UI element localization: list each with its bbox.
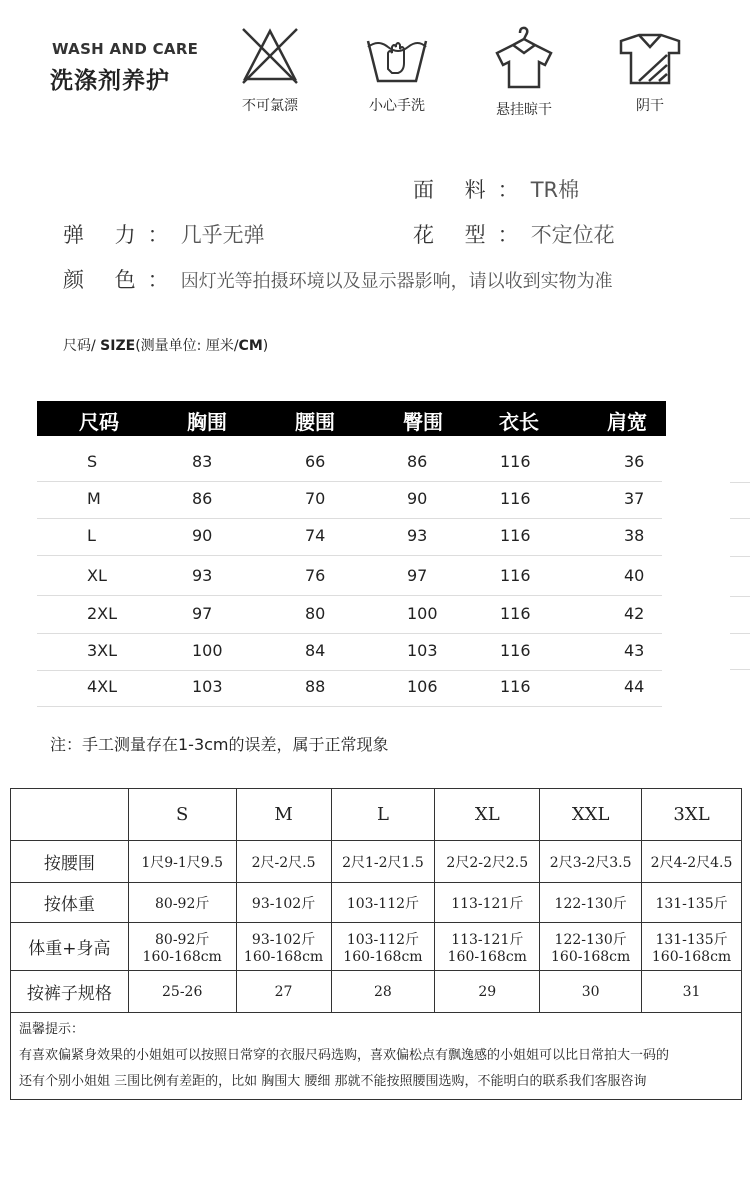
cell: 103 (407, 641, 438, 660)
cell: 80-92斤 (128, 883, 236, 923)
cell: 66 (305, 452, 326, 471)
cell (435, 923, 540, 971)
care-hand-wash (342, 25, 452, 115)
tip-cell (11, 1013, 742, 1100)
cell-height: 160-168cm (243, 948, 324, 965)
cell: 84 (305, 641, 326, 660)
cell: 93 (407, 526, 428, 545)
cell: 40 (624, 566, 645, 585)
care-no-bleach (215, 25, 325, 115)
care-hang-dry (469, 25, 579, 119)
cell: 42 (624, 604, 645, 623)
col-header: XL (435, 789, 540, 841)
cell: 86 (407, 452, 428, 471)
cell: 116 (500, 489, 531, 508)
cell: 1尺9-1尺9.5 (128, 841, 236, 883)
cell: 28 (331, 971, 435, 1013)
cell: 30 (540, 971, 642, 1013)
size-row (37, 596, 662, 634)
size-row (37, 669, 662, 707)
cell: L (87, 526, 96, 545)
cell: 36 (624, 452, 645, 471)
size-table-header (37, 401, 666, 436)
size-row (37, 481, 662, 519)
cell: 122-130斤 (540, 883, 642, 923)
cell: 103 (192, 677, 223, 696)
cell: 2尺4-2尺4.5 (642, 841, 742, 883)
row-header: 按体重 (11, 883, 129, 923)
cell: 116 (500, 452, 531, 471)
cell: 103-112斤 (331, 883, 435, 923)
size-row (37, 558, 662, 596)
cell: S (87, 452, 98, 471)
cell: 93 (192, 566, 213, 585)
cell: 2尺-2尺.5 (236, 841, 331, 883)
spec-color (63, 264, 613, 294)
cell: 2尺2-2尺2.5 (435, 841, 540, 883)
col-header-size: 尺码 (79, 410, 119, 434)
hand-wash-icon (364, 25, 430, 87)
size-header-cm: CM (238, 338, 263, 354)
cell: 97 (192, 604, 213, 623)
table-row (11, 923, 742, 971)
cell: 43 (624, 641, 645, 660)
shade-dry-icon (617, 25, 683, 87)
spec-elastic (63, 219, 265, 249)
cell: 86 (192, 489, 213, 508)
cell: 93-102斤 (236, 883, 331, 923)
spec-value: 不定位花 (530, 223, 615, 247)
size-row (37, 633, 662, 671)
hang-dry-icon (491, 25, 557, 91)
table-row (11, 841, 742, 883)
cell-height: 160-168cm (551, 948, 631, 965)
cell: 2尺1-2尺1.5 (331, 841, 435, 883)
row-divider (730, 596, 750, 597)
row-header: 按裤子规格 (11, 971, 129, 1013)
corner-cell (11, 789, 129, 841)
cell-weight: 131-135斤 (655, 931, 728, 948)
tip-line: 还有个别小姐姐 三围比例有差距的，比如 胸围大 腰细 那就不能按照腰围选购，不能明白的联系我们客服咨询 (19, 1074, 647, 1089)
cell: 100 (192, 641, 223, 660)
care-label: 阴干 (636, 98, 664, 114)
cell: 116 (500, 677, 531, 696)
measurement-note: 注：手工测量存在1-3cm的误差，属于正常现象 (50, 735, 389, 754)
cell: 116 (500, 641, 531, 660)
col-header: 3XL (642, 789, 742, 841)
table-header-row (11, 789, 742, 841)
care-label: 悬挂晾干 (496, 102, 552, 118)
size-header-prefix: 尺码/ (63, 338, 101, 354)
cell: 31 (642, 971, 742, 1013)
cell: 80 (305, 604, 326, 623)
col-header-shoulder: 肩宽 (607, 410, 647, 434)
cell: 2XL (87, 604, 118, 623)
size-header-unit: (测量单位: 厘米/ (135, 338, 239, 354)
cell: 2尺3-2尺3.5 (540, 841, 642, 883)
cell: 25-26 (128, 971, 236, 1013)
row-divider (730, 556, 750, 557)
size-recommendation-table (10, 788, 742, 1100)
col-header-waist: 腰围 (295, 410, 335, 434)
size-row (37, 444, 662, 482)
col-header-chest: 胸围 (187, 410, 227, 434)
table-row (11, 971, 742, 1013)
col-header: XXL (540, 789, 642, 841)
row-divider (730, 518, 750, 519)
cell: 37 (624, 489, 645, 508)
cell: 76 (305, 566, 326, 585)
cell (331, 923, 435, 971)
row-header: 按腰围 (11, 841, 129, 883)
spec-key: 花 型： (413, 223, 531, 247)
size-row (37, 518, 662, 556)
wash-care-title-cn: 洗涤剂养护 (50, 68, 170, 94)
spec-key: 面 料： (413, 178, 531, 202)
cell: 88 (305, 677, 326, 696)
no-bleach-icon (239, 25, 301, 87)
col-header: L (331, 789, 435, 841)
tip-title: 温馨提示： (19, 1022, 85, 1037)
cell: 106 (407, 677, 438, 696)
cell-weight: 122-130斤 (554, 931, 627, 948)
cell: 116 (500, 604, 531, 623)
cell: 70 (305, 489, 326, 508)
col-header: S (128, 789, 236, 841)
cell: 90 (192, 526, 213, 545)
row-divider (730, 633, 750, 634)
cell (540, 923, 642, 971)
spec-value: 因灯光等拍摄环境以及显示器影响，请以收到实物为准 (180, 271, 613, 292)
cell (642, 923, 742, 971)
cell: XL (87, 566, 107, 585)
row-divider (730, 482, 750, 483)
cell: 131-135斤 (642, 883, 742, 923)
col-header-hip: 臀围 (403, 410, 443, 434)
spec-value: TR棉 (530, 178, 580, 202)
size-header-size: SIZE (100, 338, 136, 354)
spec-value: 几乎无弹 (180, 223, 265, 247)
cell: 3XL (87, 641, 118, 660)
cell: 4XL (87, 677, 118, 696)
cell: 116 (500, 526, 531, 545)
cell: 29 (435, 971, 540, 1013)
cell-weight: 93-102斤 (251, 931, 316, 948)
spec-fabric (413, 174, 579, 204)
cell-height: 160-168cm (447, 948, 527, 965)
cell-height: 160-168cm (651, 948, 732, 965)
spec-key: 弹 力： (63, 223, 181, 247)
cell-weight: 113-121斤 (451, 931, 524, 948)
cell: 100 (407, 604, 438, 623)
cell (128, 923, 236, 971)
tip-line: 有喜欢偏紧身效果的小姐姐可以按照日常穿的衣服尺码选购，喜欢偏松点有飘逸感的小姐姐可以比日常拍大一码的 (19, 1048, 670, 1063)
care-label: 不可氯漂 (242, 98, 298, 114)
row-divider (730, 669, 750, 670)
size-header-close: ) (262, 338, 269, 354)
spec-pattern (413, 219, 615, 249)
cell: 74 (305, 526, 326, 545)
cell-weight: 103-112斤 (346, 931, 420, 948)
cell: 83 (192, 452, 213, 471)
cell: 90 (407, 489, 428, 508)
cell-weight: 80-92斤 (155, 931, 210, 948)
cell: 116 (500, 566, 531, 585)
care-label: 小心手洗 (369, 98, 425, 114)
wash-care-title-en: WASH AND CARE (52, 40, 199, 58)
cell: M (87, 489, 101, 508)
size-header (63, 335, 268, 355)
cell: 27 (236, 971, 331, 1013)
cell: 44 (624, 677, 645, 696)
tip-row (11, 1013, 742, 1100)
cell-height: 160-168cm (142, 948, 222, 965)
row-header: 体重+身高 (11, 923, 129, 971)
spec-key: 颜 色： (63, 268, 181, 292)
cell-height: 160-168cm (343, 948, 423, 965)
cell (236, 923, 331, 971)
col-header-length: 衣长 (499, 410, 539, 434)
cell: 97 (407, 566, 428, 585)
table-row (11, 883, 742, 923)
cell: 113-121斤 (435, 883, 540, 923)
cell: 38 (624, 526, 645, 545)
col-header: M (236, 789, 331, 841)
care-shade-dry (595, 25, 705, 115)
